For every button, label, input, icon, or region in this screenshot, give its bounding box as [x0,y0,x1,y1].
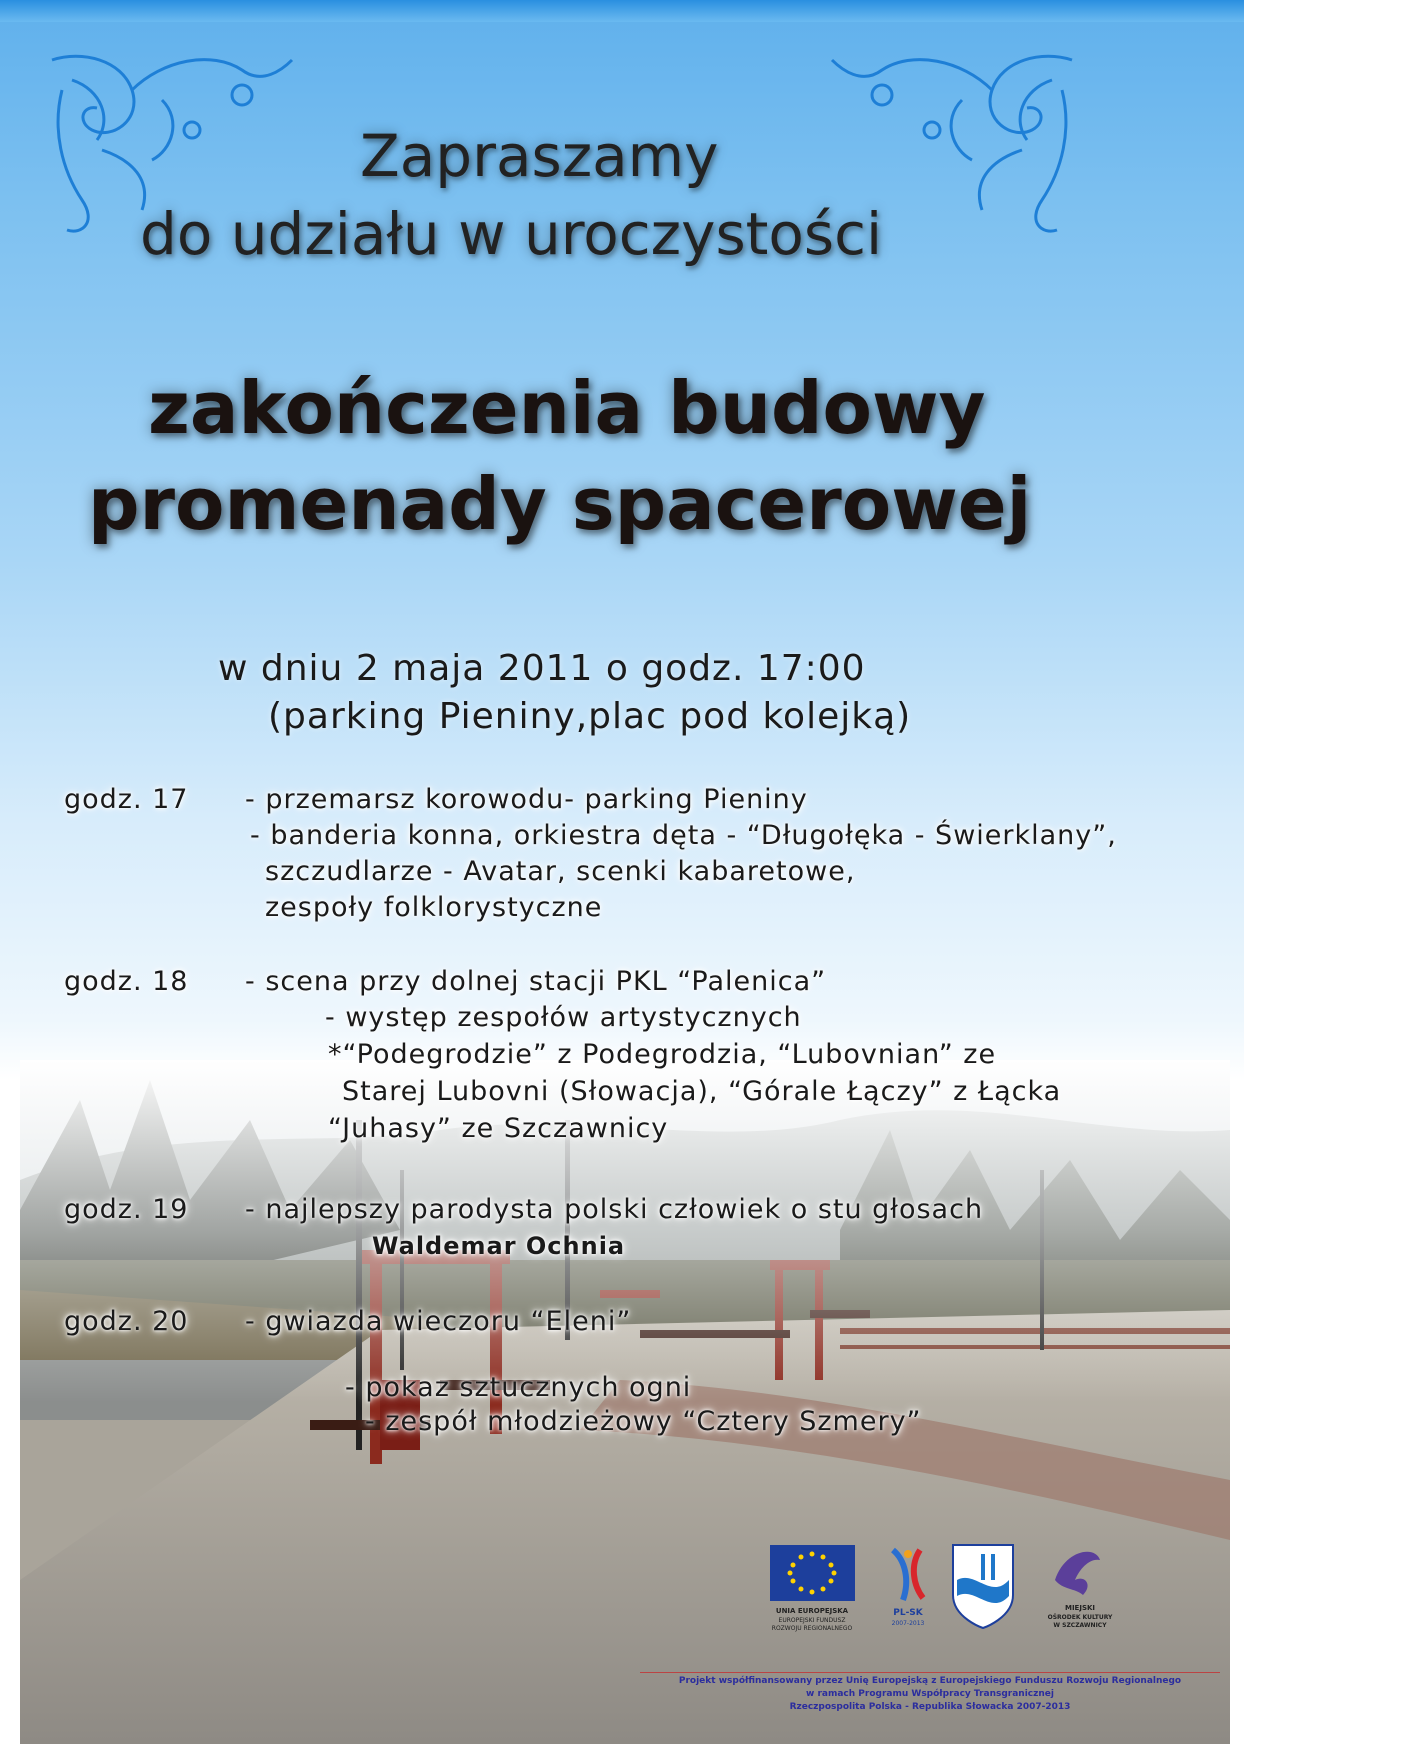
invite-heading: Zapraszamy [360,122,719,190]
schedule-item: zespoły folklorystyczne [265,892,603,923]
eu-label-line1: UNIA EUROPEJSKA [775,1607,849,1615]
schedule-item: szczudlarze - Avatar, scenki kabaretowe, [265,856,856,887]
schedule-item: Starej Lubovni (Słowacja), “Górale Łączy” z Łącka [342,1076,1062,1107]
schedule-time-17: godz. 17 [64,784,189,815]
schedule-item: - przemarsz korowodu- parking Pieniny [245,784,808,815]
sponsor-logos [745,1540,1155,1655]
schedule-time-20: godz. 20 [64,1306,189,1337]
eu-label-line2: EUROPEJSKI FUNDUSZ [778,1617,846,1624]
coat-of-arms-icon [953,1545,1013,1628]
plsk-years: 2007-2013 [891,1620,925,1627]
schedule-item: - gwiazda wieczoru “Eleni” [245,1306,632,1337]
eu-flag-icon [770,1545,855,1601]
schedule-item: - banderia konna, orkiestra dęta - “Długołęka - Świerklany”, [250,820,1117,851]
schedule-item: - najlepszy parodysta polski człowiek o stu głosach [245,1194,984,1225]
schedule-item: “Juhasy” ze Szczawnicy [328,1113,669,1144]
schedule-item: - zespół młodzieżowy “Cztery Szmery” [365,1406,922,1437]
event-date: w dniu 2 maja 2011 o godz. 17:00 [218,648,866,689]
funding-line3: Rzeczpospolita Polska - Republika Słowacka 2007-2013 [789,1702,1071,1712]
schedule-time-18: godz. 18 [64,966,189,997]
funding-note [640,1672,1220,1714]
funding-line1: Projekt współfinansowany przez Unię Europejską z Europejskiego Funduszu Rozwoju Regionalnego [678,1676,1182,1686]
mok-label-line1: MIEJSKI [1064,1604,1096,1612]
schedule-item: *“Podegrodzie” z Podegrodzia, “Lubovnian” ze [328,1039,997,1070]
funding-line2: w ramach Programu Współpracy Transgranicznej [806,1689,1054,1699]
top-bar [0,0,1244,22]
pegasus-logo-icon [1055,1552,1100,1595]
performer-name: Waldemar Ochnia [372,1232,626,1260]
event-title-line2: promenady spacerowej [88,462,1032,546]
eu-label-line3: ROZWOJU REGIONALNEGO [771,1625,853,1632]
schedule-item: - pokaz sztucznych ogni [345,1372,692,1403]
event-location: (parking Pieniny,plac pod kolejką) [268,696,912,737]
plsk-logo-icon [893,1550,923,1600]
schedule-time-19: godz. 19 [64,1194,189,1225]
funding-divider [640,1672,1220,1673]
mok-label-line2: OŚRODEK KULTURY [1047,1614,1113,1621]
event-title-line1: zakończenia budowy [148,366,986,450]
invite-subheading: do udziału w uroczystości [140,200,883,268]
plsk-label: PL-SK [893,1608,923,1618]
mok-label-line3: W SZCZAWNICY [1053,1622,1107,1629]
schedule-item: - scena przy dolnej stacji PKL “Palenica” [245,966,827,997]
schedule-item: - występ zespołów artystycznych [325,1002,802,1033]
